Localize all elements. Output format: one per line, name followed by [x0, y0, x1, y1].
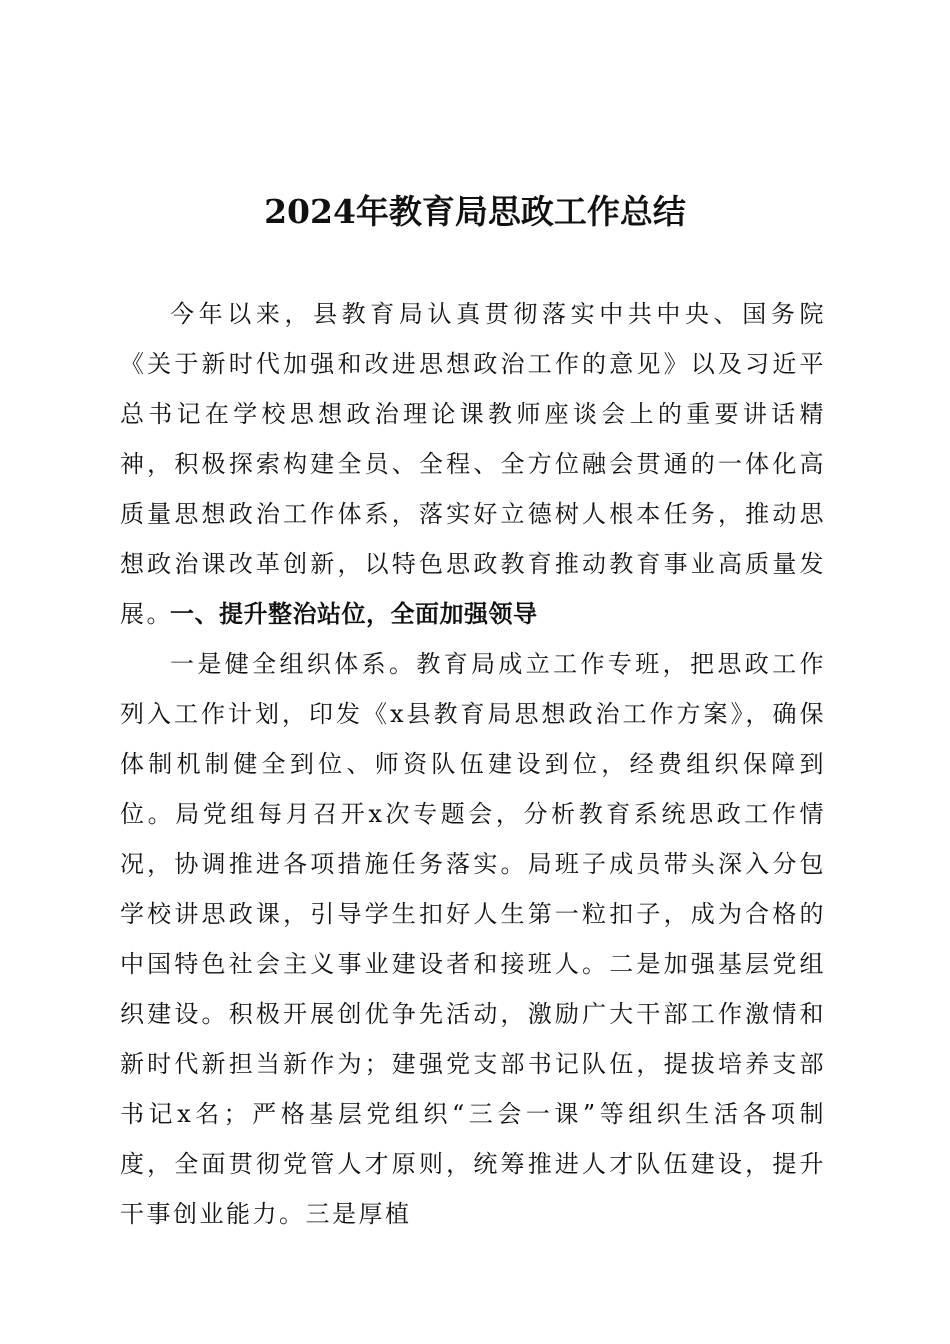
section-heading: 一、提升整治站位，全面加强领导 [170, 600, 538, 628]
document-title: 2024年教育局思政工作总结 [264, 192, 686, 231]
section-paragraph: 一是健全组织体系。教育局成立工作专班，把思政工作列入工作计划，印发《x县教育局思想政治工作方案》，确保体制机制健全到位、师资队伍建设到位，经费组织保障到位。局党组每月召开x次专题会，分析教育系统思政工作情况，协调推进各项措施任务落实。局班子成员带头深入分包学校讲思政课，引导学生扣好人生第一粒扣子，成为合格的中国特色社会主义事业建设者和接班人。二是加强基层党组织建设。积极开展创优争先活动，激励广大干部工作激情和新时代新担当新作为；建强党支部书记队伍，提拔培养支部书记x名；严格基层党组织“三会一课”等组织生活各项制度，全面贯彻党管人才原则，统筹推进人才队伍建设，提升干事创业能力。三是厚植 [120, 650, 826, 1228]
intro-paragraph: 今年以来，县教育局认真贯彻落实中共中央、国务院《关于新时代加强和改进思想政治工作的意见》以及习近平总书记在学校思想政治理论课教师座谈会上的重要讲话精神，积极探索构建全员、全程、全方位融会贯通的一体化高质量思想政治工作体系，落实好立德树人根本任务，推动思想政治课改革创新，以特色思政教育推动教育事业高质量发展。 [120, 300, 826, 628]
